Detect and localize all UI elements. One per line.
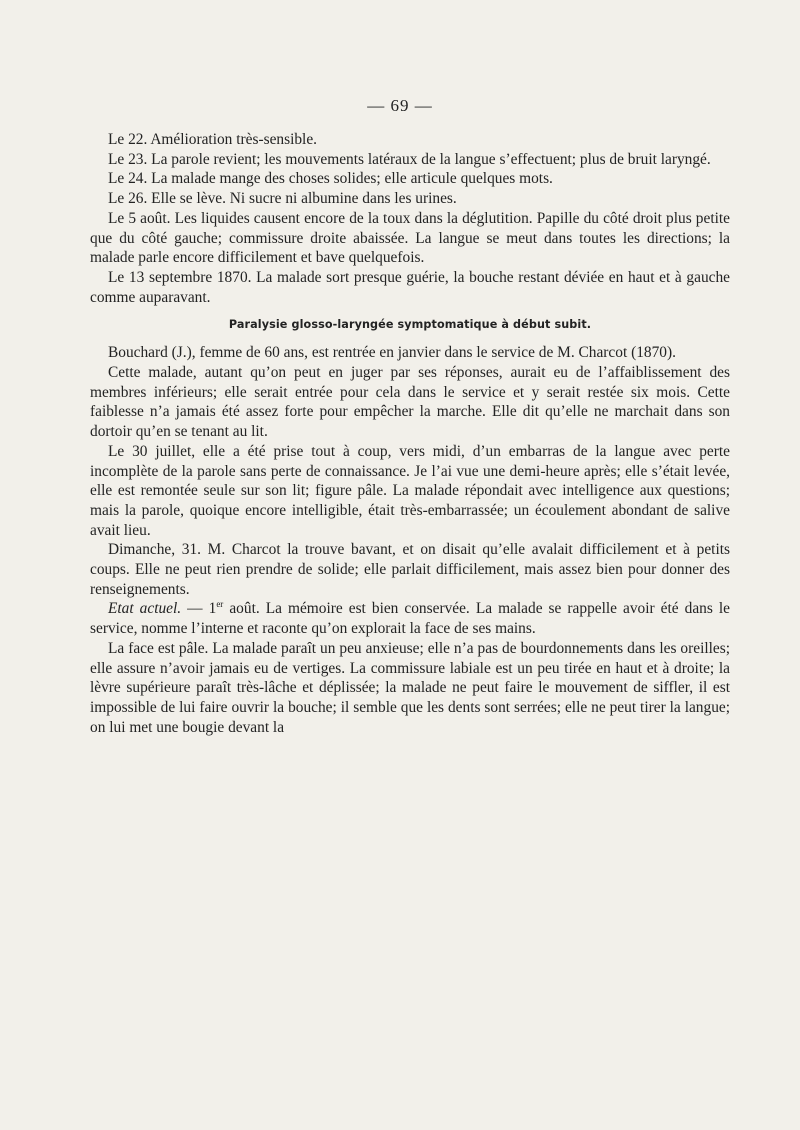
ordinal-superscript: er — [216, 599, 224, 610]
paragraph: Cette malade, autant qu’on peut en juger par ses réponses, aurait eu de l’affaiblissement des membres inférieurs; elle serait entrée pour cela dans le service et y serait restée six mois. Cette faiblesse n’a jamais été assez forte pour empêcher la marche. Elle dit qu’elle ne marchait dans son dortoir qu’en se tenant au lit. — [90, 364, 730, 441]
paragraph: Le 5 août. Les liquides causent encore de la toux dans la déglutition. Papille du côté droit plus petite que du côté gauche; commissure droite abaissée. La langue se meut dans toutes les directions; la malade parle encore difficilement et bave quelquefois. — [90, 209, 730, 267]
page-number: — 69 — — [367, 96, 433, 115]
paragraph: Le 24. La malade mange des choses solides; elle articule quelques mots. — [108, 170, 553, 188]
etat-actuel-paragraph — [90, 599, 730, 638]
paragraph: Bouchard (J.), femme de 60 ans, est rentrée en janvier dans le service de M. Charcot (1870). — [108, 344, 676, 362]
paragraph: Le 23. La parole revient; les mouvements latéraux de la langue s’effectuent; plus de bruit laryngé. — [108, 150, 711, 168]
paragraph: La face est pâle. La malade paraît un peu anxieuse; elle n’a pas de bourdonnements dans les oreilles; elle assure n’avoir jamais eu de vertiges. La commissure labiale est un peu tirée en haut et à droite; la lèvre supérieure paraît très-lâche et déplissée; la malade ne peut faire le mouvement de siffler, il est impossible de lui faire ouvrir la bouche; il semble que les dents sont serrées; elle ne peut tirer la langue; on lui met une bougie devant la — [90, 639, 730, 736]
etat-actuel-label: Etat actuel. — [108, 600, 182, 618]
etat-dash: — 1 — [181, 600, 217, 618]
etat-text: août. La mémoire est bien conservée. La malade se rappelle avoir été dans le service, nomme l’interne et raconte qu’on explorait la face de ses mains. — [90, 600, 731, 638]
paragraph: Le 26. Elle se lève. Ni sucre ni albumine dans les urines. — [108, 190, 457, 208]
body-text — [90, 130, 730, 737]
paragraph: Le 22. Amélioration très-sensible. — [108, 131, 318, 148]
paragraph: Le 30 juillet, elle a été prise tout à coup, vers midi, d’un embarras de la langue avec perte incomplète de la parole sans perte de connaissance. Je l’ai vue une demi-heure après; elle s’était levée, elle est remontée seule sur son lit; figure pâle. La malade répondait avec intelligence aux questions; mais la parole, quoique encore intelligible, était très-embarrassée; un écoulement abondant de salive avait lieu. — [90, 442, 730, 539]
paragraph: Dimanche, 31. M. Charcot la trouve bavant, et on disait qu’elle avalait difficilement et à petits coups. Elle ne peut rien prendre de solide; elle parlait difficilement, mais assez bien pour donner des renseignements. — [90, 541, 730, 598]
paragraph: Le 13 septembre 1870. La malade sort presque guérie, la bouche restant déviée en haut et à gauche comme auparavant. — [90, 268, 730, 306]
section-heading: Paralysie glosso-laryngée symptomatique à début subit. — [228, 318, 592, 332]
